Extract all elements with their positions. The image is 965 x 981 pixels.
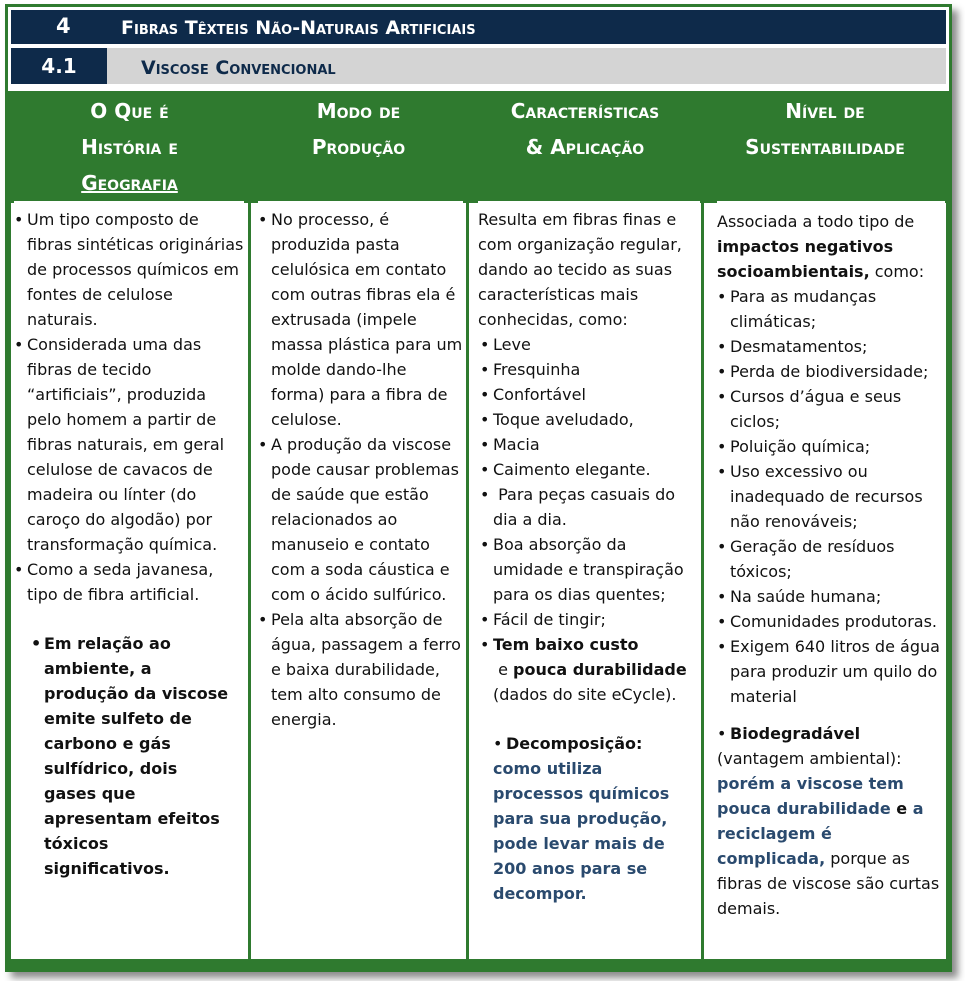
- list-item: • Fácil de tingir;: [480, 607, 700, 632]
- durability-text: pouca durabilidade: [513, 660, 687, 679]
- list-item: • Boa absorção da umidade e transpiração para os dias quentes;: [480, 532, 700, 607]
- list-item: • Perda de biodiversidade;: [717, 359, 945, 384]
- source-text: (dados do site eCycle).: [493, 685, 677, 704]
- header-line: Geografia: [81, 171, 178, 195]
- list-item: • Comunidades produtoras.: [717, 609, 945, 634]
- column-divider: [701, 91, 704, 959]
- header-line: Produção: [311, 135, 406, 159]
- list-item: • Confortável: [480, 382, 700, 407]
- list-item: • Caimento elegante.: [480, 457, 700, 482]
- list-item: [480, 632, 700, 707]
- list-item: • Uso excessivo ou inadequado de recursos não renováveis;: [717, 459, 945, 534]
- decomposition-text: como utiliza processos químicos para sua produção, pode levar mais de 200 anos para se decompor.: [493, 759, 670, 903]
- list-item: • Desmatamentos;: [717, 334, 945, 359]
- subsection-title: Viscose Convencional: [141, 57, 336, 79]
- subsection-number: 4.1: [11, 48, 107, 84]
- production-list: [258, 207, 463, 732]
- header-line: Nível de: [785, 99, 865, 123]
- section-title: Fibras Têxteis Não-Naturais Artificiais: [121, 17, 476, 39]
- biodegradable-blue-1: porém a viscose tem pouca durabilidade: [717, 774, 904, 818]
- list-item: • Na saúde humana;: [717, 584, 945, 609]
- decomposition-note: [478, 731, 683, 906]
- column-characteristics: [478, 201, 700, 965]
- cost-connector: e: [493, 660, 514, 679]
- intro-bold: impactos negativos socioambientais,: [717, 237, 894, 281]
- section-header-bar: [11, 10, 946, 44]
- list-item: • Um tipo composto de fibras sintéticas originárias de processos químicos em fontes de celulose naturais.: [14, 207, 244, 332]
- decomposition-label: Decomposição:: [506, 734, 643, 753]
- intro-text: Associada a todo tipo de: [717, 212, 915, 231]
- list-item: • A produção da viscose pode causar problemas de saúde que estão relacionados ao manuseio e contato com a soda cáustica e com o ácido sulfúrico.: [258, 432, 463, 607]
- column-sustainability: [717, 201, 945, 967]
- biodegradable-text: [717, 746, 945, 921]
- list-item: • Como a seda javanesa, tipo de fibra artificial.: [14, 557, 244, 607]
- biodegradable-and: e: [890, 799, 913, 818]
- characteristics-intro: Resulta em fibras finas e com organização regular, dando ao tecido as suas características mais conhecidas, como:: [478, 210, 682, 329]
- impacts-list: [717, 284, 945, 709]
- list-item: • Cursos d’água e seus ciclos;: [717, 384, 945, 434]
- sustainability-intro: [717, 209, 945, 284]
- characteristics-list: [478, 332, 700, 707]
- column-header-characteristics: [469, 91, 701, 203]
- biodegradable-rest: porque as fibras de viscose são curtas demais.: [717, 849, 940, 918]
- decomposition-item: [493, 731, 683, 906]
- biodegradable-label: Biodegradável: [730, 724, 861, 743]
- environment-note-text: • Em relação ao ambiente, a produção da viscose emite sulfeto de carbono e gás sulfídrico, dois gases que apresentam efeitos tóxicos significativos.: [31, 631, 231, 881]
- list-item: • Considerada uma das fibras de tecido “artificiais”, produzida pelo homem a partir de fibras naturais, em geral celulose de cavacos de madeira ou línter (do caroço do algodão) por transformação química.: [14, 332, 244, 557]
- biodegradable-item: [717, 721, 945, 746]
- table-frame: [5, 4, 952, 972]
- table-bottom-border: [8, 959, 949, 969]
- list-item: • Leve: [480, 332, 700, 357]
- biodegradable-note: [717, 721, 945, 746]
- section-number: 4: [56, 14, 71, 38]
- list-item: • Para peças casuais do dia a dia.: [480, 482, 700, 532]
- column-divider: [8, 91, 11, 959]
- column-header-history: [11, 91, 248, 203]
- history-list: [14, 207, 244, 607]
- header-line: Modo de: [316, 99, 401, 123]
- header-line: & Aplicação: [525, 135, 645, 159]
- biodegradable-paren: (vantagem ambiental):: [717, 749, 902, 768]
- header-line: O Que é: [90, 99, 169, 123]
- list-item: • Toque aveludado,: [480, 407, 700, 432]
- column-divider: [466, 91, 469, 959]
- header-line: Sustentabilidade: [745, 135, 905, 159]
- column-header-sustainability: [704, 91, 946, 203]
- biodegradable-blue-2: a reciclagem é complicada,: [717, 799, 924, 868]
- list-item: • Geração de resíduos tóxicos;: [717, 534, 945, 584]
- header-line: Características: [510, 99, 660, 123]
- column-production: [258, 201, 463, 965]
- list-item: • Exigem 640 litros de água para produzir um quilo do material: [717, 634, 945, 709]
- list-item: • Poluição química;: [717, 434, 945, 459]
- list-item: • No processo, é produzida pasta celulósica em contato com outras fibras ela é extrusada (impele massa plástica para um molde dando-lhe forma) para a fibra de celulose.: [258, 207, 463, 432]
- cost-text: Tem baixo custo: [493, 635, 639, 654]
- intro-tail: como:: [869, 262, 925, 281]
- subsection-header-bar: [11, 48, 946, 84]
- list-item: • Pela alta absorção de água, passagem a ferro e baixa durabilidade, tem alto consumo de energia.: [258, 607, 463, 732]
- column-divider: [248, 91, 251, 959]
- header-line: História e: [81, 135, 178, 159]
- column-header-production: [251, 91, 466, 203]
- list-item: • Macia: [480, 432, 700, 457]
- list-item: • Para as mudanças climáticas;: [717, 284, 945, 334]
- column-history: [14, 201, 244, 965]
- environment-note: [14, 631, 231, 881]
- list-item: • Fresquinha: [480, 357, 700, 382]
- column-divider: [946, 91, 949, 959]
